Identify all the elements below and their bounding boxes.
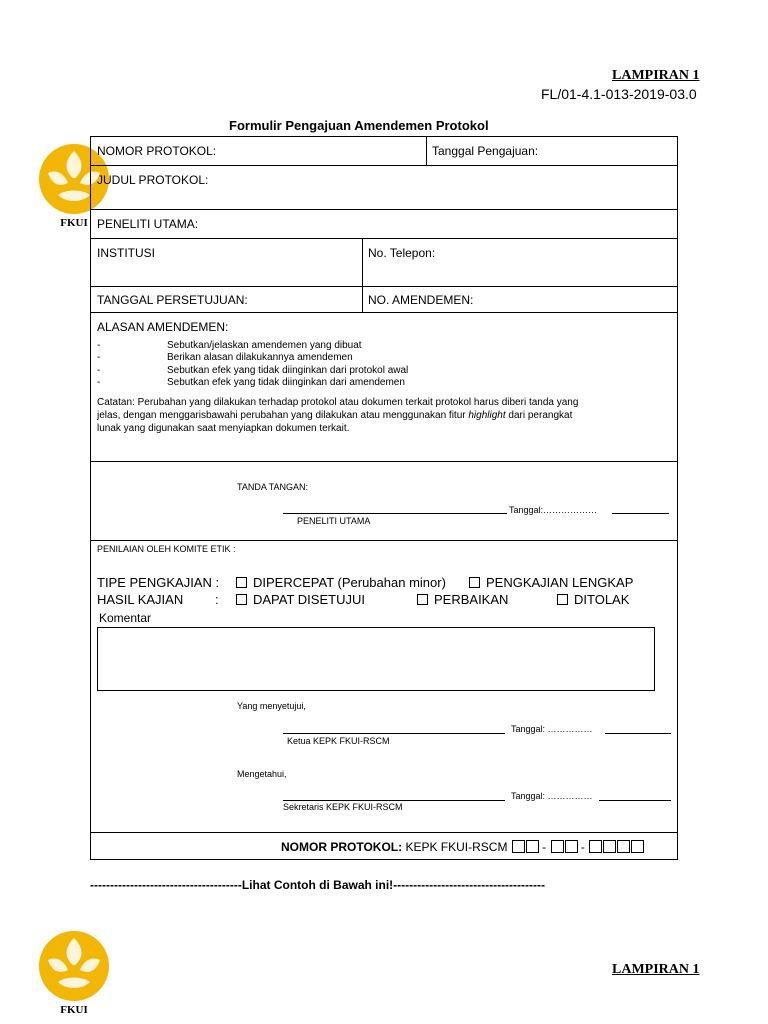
dipercepat-option[interactable]: DIPERCEPAT (Perubahan minor) xyxy=(236,575,446,590)
code-box[interactable] xyxy=(526,840,539,853)
yang-menyetujui-label: Yang menyetujui, xyxy=(237,701,306,711)
tanda-tangan-label: TANDA TANGAN: xyxy=(237,482,309,492)
dipercepat-checkbox[interactable] xyxy=(236,577,247,588)
list-item: - Berikan alasan dilakukannya amendemen xyxy=(97,352,353,363)
no-telepon-label: No. Telepon: xyxy=(368,246,436,260)
tanggal-persetujuan-label: TANGGAL PERSETUJUAN: xyxy=(97,293,248,307)
document-code: FL/01-4.1-013-2019-03.0 xyxy=(541,86,697,102)
code-box[interactable] xyxy=(603,840,616,853)
judul-protokol-label: JUDUL PROTOKOL: xyxy=(97,173,209,187)
nomor-protokol-code-row: NOMOR PROTOKOL: KEPK FKUI-RSCM - - xyxy=(281,840,644,854)
pengkajian-lengkap-option[interactable]: PENGKAJIAN LENGKAP xyxy=(469,575,633,590)
mengetahui-label: Mengetahui, xyxy=(237,769,287,779)
catatan-line-1: Catatan: Perubahan yang dilakukan terhadap protokol atau dokumen terkait protokol harus diberi tanda yang xyxy=(97,397,579,408)
pengkajian-lengkap-checkbox[interactable] xyxy=(469,577,480,588)
dapat-disetujui-option[interactable]: DAPAT DISETUJUI xyxy=(236,592,365,607)
dapat-disetujui-checkbox[interactable] xyxy=(236,594,247,605)
form-title: Formulir Pengajuan Amendemen Protokol xyxy=(229,118,489,133)
ditolak-checkbox[interactable] xyxy=(557,594,568,605)
logo-label: FKUI xyxy=(60,1004,88,1016)
catatan-line-2: jelas, dengan menggarisbawahi perubahan yang dilakukan atau menggunakan fitur highlight dari perangkat xyxy=(97,410,573,421)
signature-line-peneliti[interactable] xyxy=(283,513,507,514)
fkui-logo-bottom xyxy=(34,930,114,1016)
code-box[interactable] xyxy=(565,840,578,853)
tanggal-peneliti: Tanggal:……………… xyxy=(509,505,598,515)
code-box[interactable] xyxy=(617,840,630,853)
alasan-amendemen-label: ALASAN AMENDEMEN: xyxy=(97,320,229,334)
signature-line-ketua[interactable] xyxy=(283,733,505,734)
tanggal-sekretaris: Tanggal: …………… xyxy=(511,791,593,801)
list-item: - Sebutkan efek yang tidak diinginkan dari protokol awal xyxy=(97,365,409,376)
komentar-box[interactable] xyxy=(97,627,655,691)
fkui-emblem-icon xyxy=(34,930,114,1002)
code-box[interactable] xyxy=(589,840,602,853)
ditolak-option[interactable]: DITOLAK xyxy=(557,592,629,607)
list-item: - Sebutkan efek yang tidak diinginkan dari amendemen xyxy=(97,377,405,388)
catatan-line-3: lunak yang digunakan saat menyiapkan dokumen terkait. xyxy=(97,423,350,434)
perbaikan-checkbox[interactable] xyxy=(417,594,428,605)
date-line-sekretaris[interactable] xyxy=(599,800,671,801)
hasil-kajian-label: HASIL KAJIAN xyxy=(97,592,184,607)
date-line-peneliti[interactable] xyxy=(612,513,669,514)
amendment-form xyxy=(90,136,678,860)
no-amendemen-label: NO. AMENDEMEN: xyxy=(368,293,474,307)
peneliti-utama-signature-label: PENELITI UTAMA xyxy=(297,516,371,526)
lampiran-heading-bottom: LAMPIRAN 1 xyxy=(612,962,700,977)
example-separator: --------------------------------------Lihat Contoh di Bawah ini!-------------------------------------- xyxy=(90,878,546,892)
hasil-kajian-colon: : xyxy=(215,592,219,607)
tipe-pengkajian-label: TIPE PENGKAJIAN : xyxy=(97,575,220,590)
penilaian-label: PENILAIAN OLEH KOMITE ETIK : xyxy=(97,544,236,554)
komentar-label: Komentar xyxy=(99,611,152,625)
signature-line-sekretaris[interactable] xyxy=(283,800,505,801)
list-item: - Sebutkan/jelaskan amendemen yang dibuat xyxy=(97,340,362,351)
code-box[interactable] xyxy=(631,840,644,853)
code-box[interactable] xyxy=(512,840,525,853)
peneliti-utama-label: PENELITI UTAMA: xyxy=(97,217,199,231)
lampiran-heading: LAMPIRAN 1 xyxy=(612,68,700,83)
nomor-protokol-label: NOMOR PROTOKOL: xyxy=(97,144,217,158)
logo-label: FKUI xyxy=(60,217,88,229)
code-box[interactable] xyxy=(551,840,564,853)
institusi-label: INSTITUSI xyxy=(97,246,156,260)
sekretaris-label: Sekretaris KEPK FKUI-RSCM xyxy=(283,802,403,812)
date-line-ketua[interactable] xyxy=(605,733,671,734)
perbaikan-option[interactable]: PERBAIKAN xyxy=(417,592,508,607)
tanggal-ketua: Tanggal: …………… xyxy=(511,724,593,734)
ketua-label: Ketua KEPK FKUI-RSCM xyxy=(287,736,390,746)
tanggal-pengajuan-label: Tanggal Pengajuan: xyxy=(432,144,539,158)
